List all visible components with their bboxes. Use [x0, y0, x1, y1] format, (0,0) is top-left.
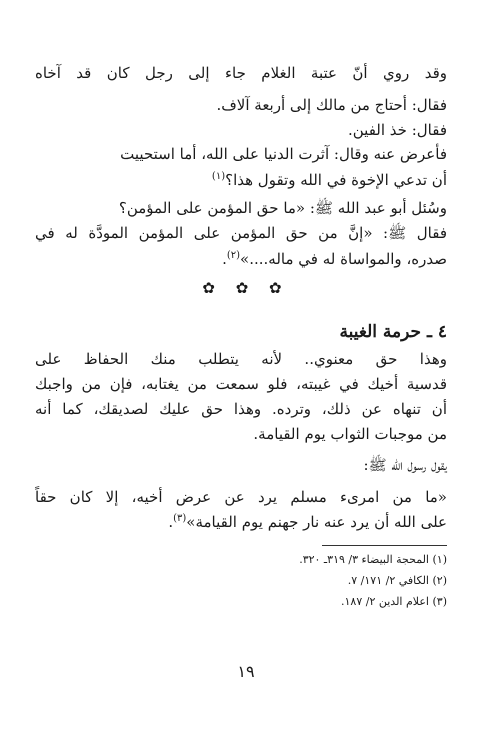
paragraph-line: «ما من امرىء مسلم يرد عن عرض أخيه، إلا كان حقاً — [35, 488, 447, 506]
footnote-item: (٢) الكافي ٢/ ١٧١/ ٧. — [347, 574, 447, 587]
footnote-ref: (١) — [211, 171, 226, 182]
paragraph-line: فأعرض عنه وقال: آثرت الدنيا على الله، أما استحييت — [120, 145, 447, 163]
paragraph-line: من موجبات الثواب يوم القيامة. — [253, 425, 447, 443]
line-text: على الله أن يرد عنه نار جهنم يوم القيامة» — [186, 513, 447, 531]
line-period: . — [222, 250, 227, 268]
line-period: . — [168, 513, 174, 531]
paragraph-line: فقال: أحتاج من مالك إلى أربعة آلاف. — [216, 96, 447, 114]
paragraph-line: وقد روي أنّ عتبة الغلام جاء إلى رجل كان قد آخاه — [35, 64, 447, 82]
paragraph-line: يقول رسول الله ﷺ: — [363, 456, 447, 474]
paragraph-line — [212, 171, 447, 189]
footnote-item: (٣) اعلام الدين ٢/ ١٨٧. — [341, 595, 447, 608]
footnote-ref: (٣) — [173, 513, 187, 524]
footnote-item: (١) المحجة البيضاء ٣/ ٣١٩ـ ٣٢٠. — [299, 553, 447, 566]
line-text: أن تدعي الإخوة في الله وتقول هذا؟ — [225, 171, 447, 189]
footnote-separator — [322, 545, 447, 546]
section-divider-ornament: ✿ ✿ ✿ — [202, 279, 290, 297]
paragraph-line: قدسية أخيك في غيبته، فلو سمعت من يغتابه، فإن من واجبك — [35, 375, 447, 393]
section-heading: ٤ ـ حرمة الغيبة — [339, 322, 447, 342]
paragraph-line: وهذا حق معنوي.. لأنه يتطلب منك الحفاظ على — [35, 350, 447, 368]
paragraph-line: وسُئل أبو عبد الله ﷺ: «ما حق المؤمن على المؤمن؟ — [118, 199, 447, 217]
paragraph-line — [168, 513, 447, 531]
paragraph-line: فقال: خذ الفين. — [347, 121, 447, 139]
paragraph-line: أن تنهاه عن ذلك، وترده. وهذا حق عليك لصديقك، كما أنه — [35, 400, 447, 418]
footnote-ref: (٢) — [226, 250, 241, 261]
line-text: صدره، والمواساة له في ماله....» — [240, 250, 447, 268]
paragraph-line — [222, 250, 447, 268]
paragraph-line: فقال ﷺ: «إنَّ من حق المؤمن على المؤمن المودَّة له في — [35, 224, 447, 242]
page-number: ١٩ — [237, 662, 255, 681]
